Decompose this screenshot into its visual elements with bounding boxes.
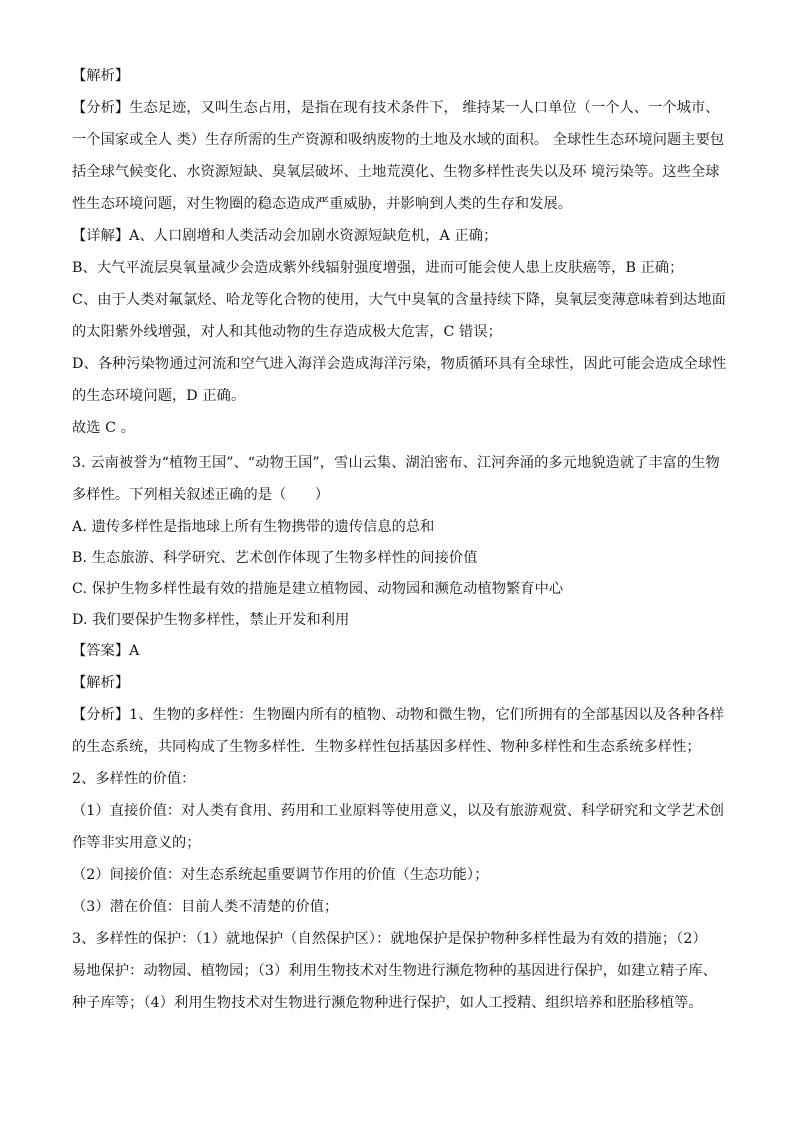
- question-stem: 多样性。下列相关叙述正确的是（ ）: [72, 487, 330, 503]
- paragraph-line: 种子库等；（4）利用生物技术对生物进行濒危物种进行保护，如人工授精、组织培养和胚胎移植等。: [72, 995, 703, 1011]
- paragraph-line: C、由于人类对氟氯烃、哈龙等化合物的使用，大气中臭氧的含量持续下降，臭氧层变薄意味着到达地面: [72, 292, 726, 308]
- paragraph-line: D、各种污染物通过河流和空气进入海洋会造成海洋污染，物质循环具有全球性，因此可能会造成全球性: [72, 356, 727, 372]
- paragraph-line: 的太阳紫外线增强，对人和其他动物的生存造成极大危害，C 错误；: [72, 324, 502, 340]
- paragraph-line: 的生态系统，共同构成了生物多样性．生物多样性包括基因多样性、物种多样性和生态系统多样性；: [72, 739, 701, 755]
- paragraph-line: （1）直接价值：对人类有食用、药用和工业原料等使用意义，以及有旅游观赏、科学研究和文学艺术创: [72, 803, 725, 819]
- paragraph-line: 易地保护：动物园、植物园；（3）利用生物技术对生物进行濒危物种的基因进行保护，如建立精子库、: [72, 963, 717, 979]
- paragraph-line: （3）潜在价值：目前人类不清楚的价值；: [72, 899, 339, 915]
- paragraph-line: 作等非实用意义的；: [72, 835, 201, 851]
- paragraph-line: 的生态环境问题，D 正确。: [72, 388, 246, 404]
- option-a: A. 遗传多样性是指地球上所有生物携带的遗传信息的总和: [72, 519, 435, 535]
- paragraph-line: 【分析】1、生物的多样性：生物圈内所有的植物、动物和微生物，它们所拥有的全部基因以及各种各样: [72, 707, 725, 723]
- paragraph-line: 括全球气候变化、水资源短缺、臭氧层破坏、土地荒漠化、生物多样性丧失以及环 境污染等。这些全球: [72, 164, 720, 180]
- option-c: C. 保护生物多样性最有效的措施是建立植物园、动物园和濒危动植物繁育中心: [72, 581, 564, 597]
- paragraph-line: 性生态环境问题，对生物圈的稳态造成严重威胁，并影响到人类的生存和发展。: [72, 196, 573, 212]
- option-d: D. 我们要保护生物多样性，禁止开发和利用: [72, 612, 350, 628]
- paragraph-line: 2、多样性的价值：: [72, 771, 196, 787]
- paragraph-line: 3、多样性的保护：（1）就地保护（自然保护区）：就地保护是保护物种多样性最为有效的措施；（2）: [72, 931, 707, 947]
- paragraph-line: 一个国家或全人 类）生存所需的生产资源和吸纳废物的土地及水域的面积。 全球性生态环境问题主要包: [72, 132, 725, 148]
- answer-line: 【答案】A: [72, 643, 140, 659]
- section-heading-analysis: 【解析】: [72, 675, 130, 691]
- paragraph-line: 【详解】A、人口剧增和人类活动会加剧水资源短缺危机，A 正确；: [72, 228, 498, 244]
- option-b: B. 生态旅游、科学研究、艺术创作体现了生物多样性的间接价值: [72, 550, 478, 566]
- section-heading-analysis: 【解析】: [72, 68, 130, 84]
- question-stem: 3. 云南被誉为“植物王国”、“动物王国”，雪山云集、湖泊密布、江河奔涌的多元地貌造就了丰富的生物: [72, 455, 720, 471]
- conclusion-line: 故选 C 。: [72, 420, 136, 436]
- paragraph-line: B、大气平流层臭氧量减少会造成紫外线辐射强度增强，进而可能会使人患上皮肤癌等，B 正确；: [72, 260, 684, 276]
- paragraph-line: （2）间接价值：对生态系统起重要调节作用的价值（生态功能）；: [72, 867, 489, 883]
- paragraph-line: 【分析】生态足迹，又叫生态占用，是指在现有技术条件下， 维持某一人口单位（一个人、一个城市、: [72, 100, 720, 116]
